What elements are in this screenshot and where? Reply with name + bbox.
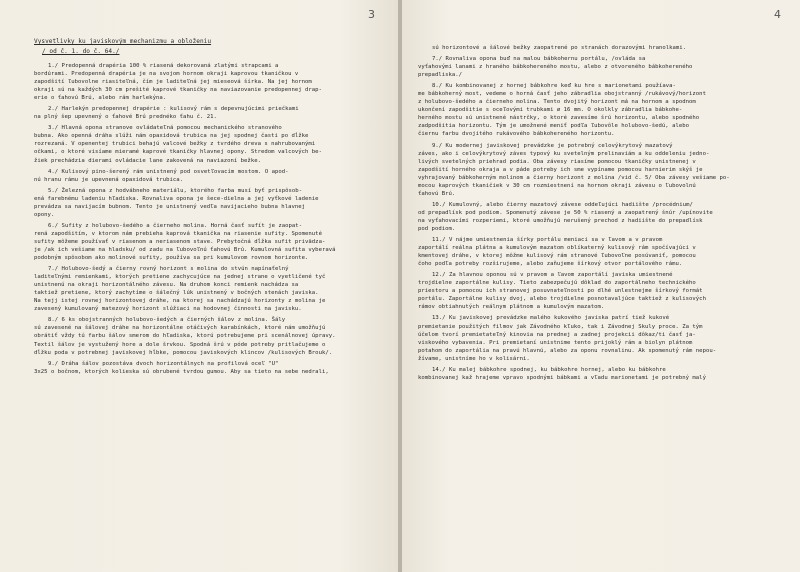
text-line: rámov obtiahnutých reálnym plátnom a kumulovým mazatom. [418,304,605,311]
text-line: portálu. Zaportálne kulisy dvoj, alebo trojdielne posnotavaljúce taktiež z kulisových [418,296,706,303]
text-line: sú zavesené na šálovej dráhe na horizontálne otáčivých karabínkách, ktoré nám umožňujú [34,325,326,332]
text-line: kmentovej dráhe, v ktorej môžme kulisový rám stranové ľubovoľne posúvaniť, pomocou [418,253,696,260]
right-page-text [418,44,780,382]
text-line: zapodšití horného okraja a v páde potreby ich sme vypíname pomocou harnierim skýš je [418,166,703,173]
right-page-number: 4 [774,8,781,21]
text-line: zavesený kumulovaný matezový horizont slúžiaci na hodovnej činnosti na javisku. [34,306,302,313]
text-line: rená zapodšitím, v ktorom nám prebieha kaprová tkanička na riasenie sufity. Spomenuté [34,230,322,237]
text-line: taktiež pretiene, ktorý zachytíme o šálečný lúk unistnený v bočných stenách javiska. [34,290,319,297]
text-line: mocou kaprových tkaničiek v 30 cm rozmiestnení na hornom okraji závesu o ľubovolnú [418,182,696,189]
text-line: laditeľnými remienkami, ktorých pretiene zachycujúce na jednej strane o vyetličené tyč [34,274,326,281]
text-line: 4./ Kulisový pino-šerený rám unistnený pod osvetľovacím mostom. O apod- [48,168,289,175]
text-line: na vyťahovacími rozperiemi, ktoré umožňujú nerušený prechod z hadiište do prepadlísk [418,217,703,224]
text-line: 14./ Ku malej bábkohre spodnej, ku bábkohre hornej, alebo ku bábkohre [432,366,666,373]
left-page-text [34,38,372,376]
text-line: kombinovanej kaž hrajeme vpravo spodnými bábkami a vľadu marionetami je potrebný malý [418,374,706,381]
text-line: pod podiom. [418,225,456,232]
text-line: 6./ Sufity z holubovo-šedého a čierneho molina. Horná časť sufít je zaopat- [48,222,303,229]
text-line: bordúrami. Predopenná drapéria je na svojom hornom okraji kaprovou tkaničkou v [34,71,299,78]
right-page [402,0,800,572]
text-line: Textil šálov je vystužený hore a dole šrvkou. Spodná šrú v póde potreby pritlačujeme o [34,341,326,348]
text-line: bubna. Ako openná dráha slúži nám opaxidová trubica na jej spodnej časti po dĺžke [34,133,309,140]
text-line: 9./ Ku modernej javiskovej prevádzke je potrebný celovýkrytový mazatový [432,142,673,149]
text-line: 11./ V nájme umiestnenia šírky portálu meniaci sa v ľavom a v pravom [432,237,663,244]
text-line: čiernu farbu dvojitého rukávového bábkohereného horizontu. [418,131,615,138]
text-line: unistnenú na okraji horizontálného závesu. Na druhom konci remienk nachádza sa [34,282,299,289]
text-line: 8./ 6 ks obojstranných holubovo-šedých a čierných šálov z molina. Šály [48,317,286,324]
text-line: 7./ Rovnaliva opona buď na malou bábkohernu portálu, /ovláda sa [432,56,646,63]
text-line: viskového vybavenia. Pri premietaní unistnime tento prijoklý rám a biolyn plátnom [418,339,693,346]
text-line: 9./ Dráha šálov pozostáva dvoch horizontálnych na profilová oceľ "U" [48,360,279,367]
text-line: me bábkoherný most, vedeme o horná časť jeho zábradlia obojstranný /rukávový/horizont [418,91,706,98]
text-line: vyhrajovaný bábkoherným molinom a čierny horizont z molina /vid č. 5/ Oba závesy vešiame po- [418,174,730,181]
text-line: zapodšití ľubovolne riasiteľná, čím je laditeľná jej mieseová šírka. Na jej hornom [34,79,312,86]
left-page [0,0,398,572]
text-line: 2./ Harlekýn predopennej drapérie : kulisový rám s depevnujúcimi priečkami [48,106,299,113]
text-line: prepadliska./ [418,72,463,79]
text-line: zadpodšitia horizontu. Tým je umožnené meniť podľa ľubovôle holubovo-šedú, alebo [418,123,690,130]
text-line: účelom tvorí premietateľný kinovia na prednej a zadnej projekcii dôkaz/ti časť ja- [418,331,696,338]
text-line: čoho podľa potreby rozširujeme, alebo zaňujeme šírkový otvor portálového rámu. [418,261,683,268]
text-line: prevádza sa navijacím bubnom. Tento je unistnený vedľa navijacieho bubna hlavnej [34,203,306,210]
text-line: 5./ Železná opona z hodvábneho materiálu, ktorého farba musí byť prispôsob- [48,187,303,194]
left-page-number: 3 [368,8,375,21]
document-subtitle: / od č. 1. do č. 64./ [42,48,120,55]
right-text-lines [418,44,780,382]
text-line: od prepadlísk pod podiom. Spomenutý závese je 50 % riasený a zaopatrený šnúr /upínovite [418,209,713,216]
text-line: 3x25 o bočnom, ktorých kolieska sú obrubené tvrdou gumou. Aby sa tieto na sebe nedrali, [34,368,329,375]
text-line: 8./ Ku kombinovanej z hornej bábkohre keď ku hre s marionetami použíava- [432,83,676,90]
text-line: vyťahovými lanami z hraného bábkohereného mostu, alebo z otvoreného bábkohereného [418,64,693,71]
text-line: 13./ Ku javiskovej prevádzke malého kukového javiska patrí tiež kukové [432,315,670,322]
text-line: 7./ Holubovo-šedý a čierny rovný horizont s molina do stvún napínaťelný [48,266,289,273]
text-line: okraji sú na každých 30 cm prešité kaprové tkaničky na naviazovanie predopennej drap- [34,87,322,94]
document-title: Vysvetlivky ku javiskovým mechanizmu a obloženiu [34,38,212,45]
text-line: rozrezaná. V openentej trubici behajú valcové bežky z tvrdého dreva s nahrubovanými [34,141,316,148]
text-line: z holubovo-šedého a čierneho molina. Tento dvojitý horizont má na hornom a spodnom [418,99,696,106]
text-line: očkami, o ktoré visíame mieramé kaprové tkaničky hlavnej opony. Stredom valcových be- [34,149,322,156]
text-line: dĺžku poda v potrebnej javiskovej hĺbke, pomocou javiskových klincov /kulisových Brouk/. [34,349,333,356]
text-line: 10./ Kumulovný, alebo čierny mazatový závese oddeľujúci hadiište /procédnium/ [432,201,693,208]
text-line: priestoru a pomocou ich stranovej posuvnateľnosti po dlhé unlestnejme šírkový formát [418,288,703,295]
left-text-lines [34,62,372,376]
text-line: premietanie použitých filmov jak Závodného kľuko, tak i Závodnej Skuly proce. Za tým [418,323,703,330]
text-line: ená farebnému ladeniu hľadiska. Rovnaliva opona je šece-dielna a jej vyťkové ladenie [34,195,319,202]
text-line: žiek prechádzia dierami ovládacie lane zakovená na naviazoní bežke. [34,157,261,164]
text-line: je /ak ich vešiame na hladsku/ od zadu na ľubovoľnú ťahovú Brú. Kumulovná sufita vyberavá [34,246,336,253]
text-line: trojdielne zaportálne kulisy. Tieto zabezpečujú dôklad do zaportálneho technického [418,280,696,287]
text-line: ukončení zapodšitie s oceľovými trubkami ø 16 mm. O okolkly zábradlia bábkohe- [418,107,683,114]
text-line: herného mostu sú unistnené nástrčky, o ktoré zavesíme šrú horizontu, alebo spodného [418,115,700,122]
text-line: obrátiť vždy tú farbu šálov smerom do hľadiska, ktorú potrebujeme pri scenálnovej úpravy. [34,333,336,340]
text-line: na plný šep upevnený o ťahové Brú prednéko ťahu č. 21. [34,114,217,121]
text-line: livých svetelných priehrad podia. Oba závesy riasíme pomocou tkaničky unistnenej v [418,158,696,165]
text-line: sufity môžeme používať v riasenom a neriasenom stave. Prebytočná dĺžka sufit privädza- [34,238,326,245]
text-line: 12./ Za hlavnou oponou sú v pravom a ľavom zaportálí javiska umiestnené [432,272,673,279]
text-line: záves, ako i celovýkrytový záves typový ku svetelným prelinaviám a ku oddeleniu jedno- [418,150,710,157]
text-line: Na tejj istej rovnej horizontovej dráhe, na ktorej sa nachádzajú horizonty z molina je [34,298,326,305]
text-line: žívame, unistníme ho v kolisárni. [418,355,530,362]
text-line: erie o ťahovú Brú, alebo rám harlekýna. [34,95,167,102]
text-line: potahom do zaportália na pravú hlavnú, alebo za oponu rovnalinu. Ak spomenutý rám nepou- [418,347,717,354]
text-line: podobným spôsobom ako molinové sufity, používa sa pri kumulovom rovnom horizonte. [34,255,309,262]
text-line: nú hranu rámu je upevnená opaxidová trubica. [34,176,184,183]
text-line: opony. [34,211,55,218]
text-line: ťahovú Brú. [418,190,456,197]
text-line: 1./ Predopenná drapéria 100 % riasená dekorovaná zlatými strapcami a [48,63,279,69]
text-line: 3./ Hlavná opona stranove ovládateľná pomocou mechanického stranového [48,125,282,132]
text-line: zaportálí reálna plátna a kumulovým mazatom oblíkaterný kulisový rám spočívajúci v [418,245,696,252]
text-line: sú horizontové a šálové bežky zaopatrené po stranách dorazovými hranolkami. [432,45,687,51]
